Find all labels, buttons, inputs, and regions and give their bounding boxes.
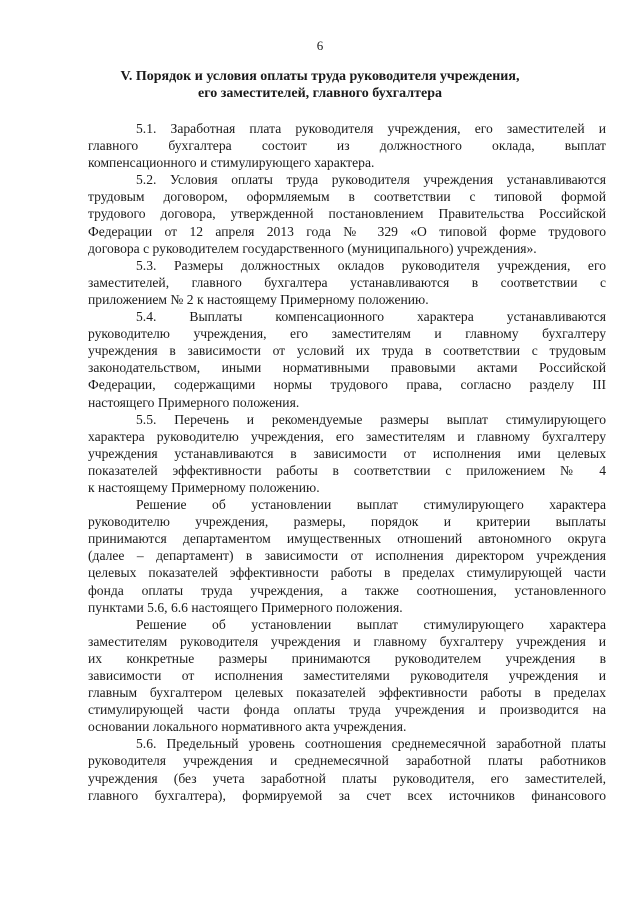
text-line: руководителю учреждения, его заместителям и главному бухгалтеру xyxy=(88,326,606,342)
text-line: Решение об установлении выплат стимулирующего характера xyxy=(136,616,606,632)
section-heading-line-2: его заместителей, главного бухгалтера xyxy=(198,86,442,101)
text-line: зависимости от исполнения заместителями руководителя учреждения и xyxy=(88,668,606,683)
text-line: Решение об установлении выплат стимулирующего характера xyxy=(136,497,606,513)
paragraph-decision-director xyxy=(88,496,606,616)
text-line: пунктами 5.6, 6.6 настоящего Примерного положения. xyxy=(88,599,403,615)
text-line: главного бухгалтера), формируемой за счет всех источников финансового xyxy=(88,787,606,803)
paragraph-5-4 xyxy=(88,308,606,411)
text-line: трудового договора, утвержденной постановлением Правительства Российской xyxy=(88,206,606,222)
text-line: заместителей, главного бухгалтера устанавливаются в соответствии с xyxy=(88,274,606,290)
text-line: руководителя учреждения и среднемесячной заработной платы работников xyxy=(88,753,606,769)
text-line: Федерации от 12 апреля 2013 года № 329 «О типовой форме трудового xyxy=(88,223,606,239)
text-line: стимулирующей части фонда оплаты труда учреждения и производится на xyxy=(88,702,606,718)
text-line: основании локального нормативного акта учреждения. xyxy=(88,719,407,735)
text-line: компенсационного и стимулирующего характера. xyxy=(88,155,375,171)
text-line: принимаются департаментом имущественных отношений автономного округа xyxy=(88,531,606,547)
text-line: 5.5. Перечень и рекомендуемые размеры выплат стимулирующего xyxy=(136,411,606,427)
text-line: учреждения (без учета заработной платы руководителя, его заместителей, xyxy=(88,770,606,786)
text-line: (далее – департамент) в зависимости от исполнения директором учреждения xyxy=(88,548,606,564)
paragraph-5-1 xyxy=(88,120,606,171)
text-line: договора с руководителем государственного (муниципального) учреждения». xyxy=(88,240,537,256)
body-text xyxy=(88,120,606,804)
text-line: фонда оплаты труда учреждения, а также соотношения, установленного xyxy=(88,582,606,598)
text-line: учреждения устанавливаются в зависимости от исполнения ими целевых xyxy=(88,445,606,461)
text-line: их конкретные размеры принимаются руководителем учреждения в xyxy=(88,650,606,666)
text-line: настоящего Примерного положения. xyxy=(88,394,300,410)
paragraph-5-6 xyxy=(88,735,606,803)
text-line: целевых показателей эффективности работы в пределах стимулирующей части xyxy=(88,565,606,581)
text-line: главного бухгалтера состоит из должностного оклада, выплат xyxy=(88,138,606,154)
text-line: заместителям руководителя учреждения и главному бухгалтеру учреждения и xyxy=(88,633,606,649)
section-heading xyxy=(60,68,580,102)
text-line: руководителю учреждения, размеры, порядок и критерии выплаты xyxy=(88,514,606,530)
paragraph-5-5 xyxy=(88,411,606,496)
text-line: характера руководителю учреждения, его заместителям и главному бухгалтеру xyxy=(88,428,606,444)
text-line: главным бухгалтером целевых показателей эффективности работы в пределах xyxy=(88,685,606,701)
text-line: законодательством, иными нормативными правовыми актами Российской xyxy=(88,360,606,376)
paragraph-5-2 xyxy=(88,171,606,256)
text-line: 5.2. Условия оплаты труда руководителя учреждения устанавливаются xyxy=(136,172,606,188)
text-line: 5.6. Предельный уровень соотношения среднемесячной заработной платы xyxy=(136,736,606,752)
page-number: 6 xyxy=(316,38,324,53)
text-line: 5.1. Заработная плата руководителя учреждения, его заместителей и xyxy=(136,121,606,136)
text-line: трудовым договором, оформляемым в соответствии с типовой формой xyxy=(88,189,606,205)
text-line: показателей эффективности работы в соответствии с приложением № 4 xyxy=(88,462,606,478)
text-line: приложением № 2 к настоящему Примерному положению. xyxy=(88,291,429,307)
text-line: Федерации, содержащими нормы трудового права, согласно разделу III xyxy=(88,377,606,393)
paragraph-5-3 xyxy=(88,257,606,308)
text-line: к настоящему Примерному положению. xyxy=(88,479,320,495)
text-line: 5.4. Выплаты компенсационного характера устанавливаются xyxy=(136,309,606,325)
text-line: учреждения в зависимости от условий их труда в соответствии с трудовым xyxy=(88,343,606,359)
section-heading-line-1: V. Порядок и условия оплаты труда руководителя учреждения, xyxy=(120,69,520,84)
paragraph-decision-deputies xyxy=(88,616,606,736)
text-line: 5.3. Размеры должностных окладов руководителя учреждения, его xyxy=(136,257,606,273)
